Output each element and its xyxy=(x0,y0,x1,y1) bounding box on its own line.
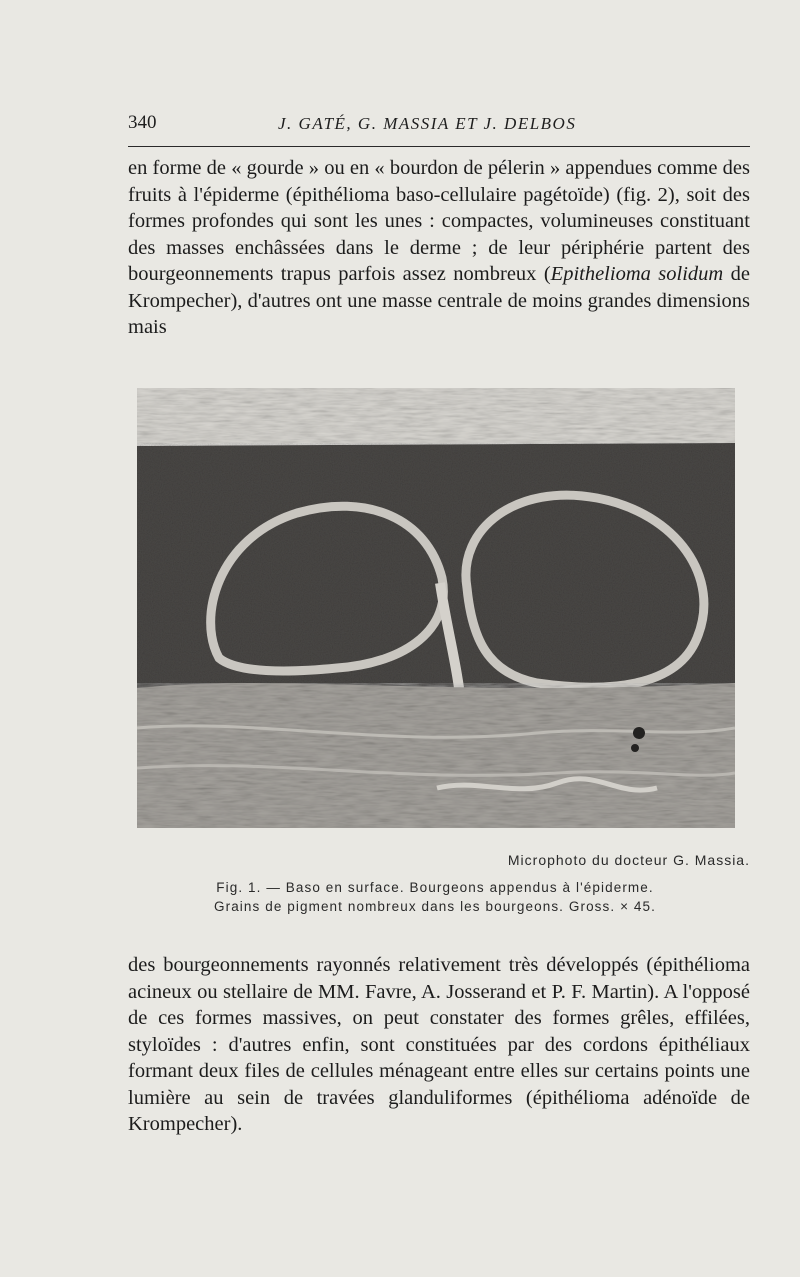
epidermis-surface xyxy=(137,388,735,446)
running-head: J. GATÉ, G. MASSIA ET J. DELBOS xyxy=(278,114,577,133)
page-header xyxy=(128,110,750,138)
paragraph-top-text xyxy=(128,155,750,341)
paragraph-top-part2: de Krompecher), d'autres ont une masse centrale de moins grandes dimensions mais xyxy=(128,263,750,338)
figure-caption xyxy=(150,878,720,916)
pigment-grain xyxy=(631,744,639,752)
figure-credit: Microphoto du docteur G. Massia. xyxy=(507,852,750,868)
paragraph-top-part1: en forme de « gourde » ou en « bourdon de pélerin » appendues comme des fruits à l'épiderme (épithélioma baso-cellulaire pagétoïde) (fig. 2), soit des formes profondes qui sont les unes : compactes, volumineuses constituant des masses enchâssées dans le derme ; de leur périphérie partent des bourgeonnements trapus parfois assez nombreux ( xyxy=(128,157,750,285)
paragraph-top-italic: Epithelioma solidum xyxy=(550,263,724,285)
lower-dermis xyxy=(137,683,735,828)
pigment-grain xyxy=(633,727,645,739)
caption-line-1: Fig. 1. — Baso en surface. Bourgeons appendus à l'épiderme. xyxy=(216,880,654,895)
paragraph-top xyxy=(128,155,750,341)
page-number: 340 xyxy=(128,112,157,133)
paragraph-bottom xyxy=(128,952,750,1138)
micrograph-image xyxy=(137,388,735,828)
micrograph-figure xyxy=(137,388,735,828)
paragraph-bottom-text: des bourgeonnements rayonnés relativement très développés (épithélioma acineux ou stellaire de MM. Favre, A. Josserand et P. F. Martin). A l'opposé de ces formes massives, on peut constater des formes grêles, effilées, styloïdes : d'autres enfin, sont constituées par des cordons épithéliaux formant deux files de cellules ménageant entre elles sur certains points une lumière au sein de travées glanduliformes (épithélioma adénoïde de Krompecher). xyxy=(128,954,750,1135)
header-rule xyxy=(128,146,750,147)
caption-line-2: Grains de pigment nombreux dans les bourgeons. Gross. × 45. xyxy=(214,899,656,914)
